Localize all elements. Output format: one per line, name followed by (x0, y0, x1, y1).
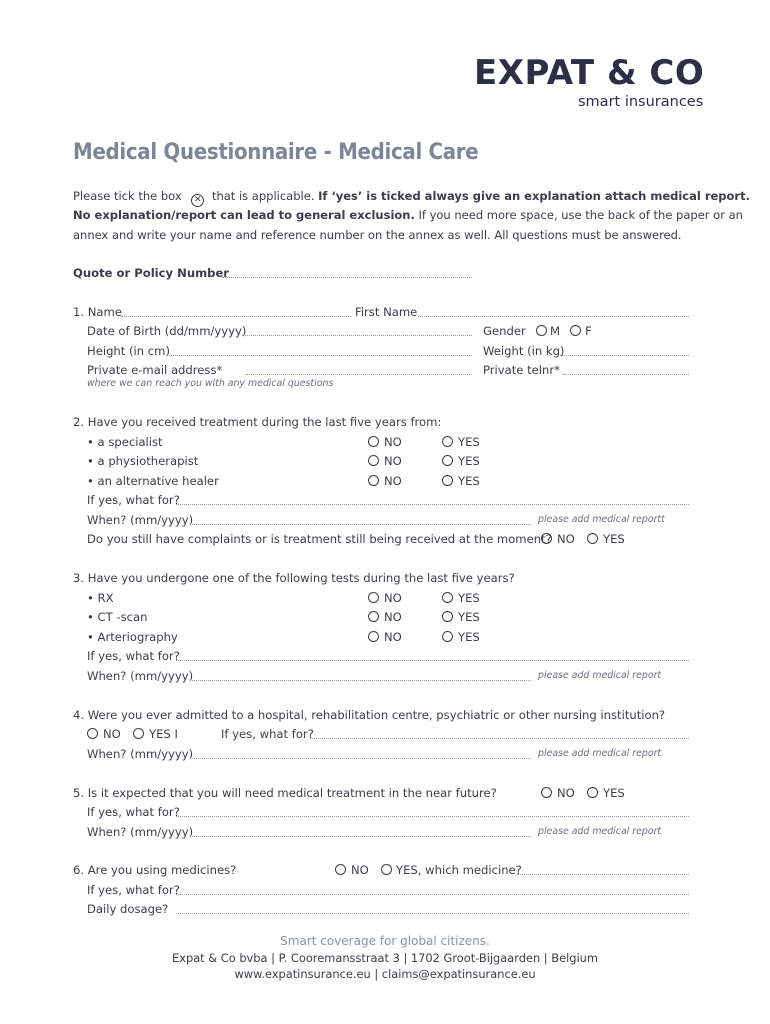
weight-label: Weight (in kg) (483, 344, 565, 358)
q2-healer-no-radio[interactable] (368, 475, 379, 486)
q4-question: 4. Were you ever admitted to a hospital, rehabilitation centre, psychiatric or other nursing institution? (73, 708, 666, 722)
q6-no-radio[interactable] (335, 864, 346, 875)
q5-question: 5. Is it expected that you will need medical treatment in the near future? (73, 786, 497, 800)
no-label: NO (384, 610, 402, 624)
intro-text: If you need more space, use the back of the paper or an (418, 208, 743, 222)
intro-bold: If ‘yes’ is ticked always give an explanation attach medical report. (318, 189, 750, 203)
intro-text: Please tick the box (73, 189, 182, 203)
q4-when-field[interactable] (190, 758, 531, 759)
gender-f-radio[interactable] (570, 325, 581, 336)
q2-healer-yes-radio[interactable] (442, 475, 453, 486)
intro-line-3: annex and write your name and reference number on the annex as well. All questions must be answered. (73, 228, 682, 242)
q3-when-label: When? (mm/yyyy) (87, 669, 194, 683)
gender-f-label: F (585, 324, 592, 338)
q2-physio-no-radio[interactable] (368, 455, 379, 466)
q3-rx-yes-radio[interactable] (442, 592, 453, 603)
height-label: Height (in cm) (87, 344, 170, 358)
q2-specialist-yes-radio[interactable] (442, 436, 453, 447)
yes-label: YES (458, 591, 480, 605)
q4-no-radio[interactable] (87, 728, 98, 739)
no-label: NO (351, 863, 369, 877)
intro-line-2 (73, 205, 743, 225)
q3-item: • Arteriography (87, 630, 178, 644)
q2-complaints-no-radio[interactable] (541, 533, 552, 544)
gender-label: Gender (483, 324, 526, 338)
q2-item: • a specialist (87, 435, 163, 449)
q6-yes-radio[interactable] (381, 864, 392, 875)
q4-when-label: When? (mm/yyyy) (87, 747, 194, 761)
yes-label: YES (458, 454, 480, 468)
yes-label: YES (458, 630, 480, 644)
q3-question: 3. Have you undergone one of the following tests during the last five years? (73, 571, 515, 585)
yes-label: YES (603, 532, 625, 546)
q4-note: please add medical report (538, 748, 662, 759)
q2-specialist-no-radio[interactable] (368, 436, 379, 447)
q2-item: • a physiotherapist (87, 454, 199, 468)
q3-arterio-yes-radio[interactable] (442, 631, 453, 642)
email-field[interactable] (246, 374, 472, 375)
name-field[interactable] (121, 316, 351, 317)
q5-no-radio[interactable] (541, 787, 552, 798)
q2-note: please add medical reportt (538, 514, 665, 525)
q6-if-yes-label: If yes, what for? (87, 883, 180, 897)
gender-m-radio[interactable] (536, 325, 547, 336)
q5-when-field[interactable] (190, 836, 531, 837)
no-label: NO (384, 630, 402, 644)
no-label: NO (384, 454, 402, 468)
q3-ct-yes-radio[interactable] (442, 611, 453, 622)
q2-complaints-yes-radio[interactable] (587, 533, 598, 544)
q3-when-field[interactable] (190, 680, 531, 681)
q2-physio-yes-radio[interactable] (442, 455, 453, 466)
q3-ct-no-radio[interactable] (368, 611, 379, 622)
footer-contact: www.expatinsurance.eu | claims@expatinsurance.eu (234, 967, 536, 981)
q5-yes-radio[interactable] (587, 787, 598, 798)
q3-if-yes-field[interactable] (176, 660, 689, 661)
q6-question: 6. Are you using medicines? (73, 863, 237, 877)
q3-note: please add medical report (538, 670, 662, 681)
q3-if-yes-label: If yes, what for? (87, 649, 180, 663)
q3-item: • RX (87, 591, 114, 605)
q3-item: • CT -scan (87, 610, 148, 624)
yes-label: YES I (149, 727, 178, 741)
email-note: where we can reach you with any medical questions (87, 378, 334, 389)
q2-complaints-label: Do you still have complaints or is treatment still being received at the moment? (87, 532, 552, 546)
q5-when-label: When? (mm/yyyy) (87, 825, 194, 839)
yes-label: YES (458, 435, 480, 449)
q6-dosage-label: Daily dosage? (87, 902, 169, 916)
q2-item: • an alternative healer (87, 474, 219, 488)
yes-label: YES (458, 474, 480, 488)
height-field[interactable] (166, 355, 472, 356)
q6-medicine-field[interactable] (517, 874, 689, 875)
q6-dosage-field[interactable] (176, 913, 689, 914)
quote-label: Quote or Policy Number (73, 266, 230, 280)
tick-example-icon: ✕ (191, 194, 204, 207)
no-label: NO (384, 474, 402, 488)
q4-if-yes-field[interactable] (310, 738, 689, 739)
no-label: NO (384, 435, 402, 449)
logo-plane-icon (541, 58, 542, 59)
logo-tagline: smart insurances (578, 94, 704, 110)
q2-when-field[interactable] (190, 524, 531, 525)
no-label: NO (384, 591, 402, 605)
q2-if-yes-label: If yes, what for? (87, 493, 180, 507)
name-label: 1. Name (73, 305, 122, 319)
phone-label: Private telnr* (483, 363, 560, 377)
gender-m-label: M (550, 324, 561, 338)
intro-text: that is applicable. (211, 189, 315, 203)
quote-number-field[interactable] (222, 277, 472, 278)
q3-arterio-no-radio[interactable] (368, 631, 379, 642)
q4-yes-radio[interactable] (133, 728, 144, 739)
first-name-label: First Name (355, 305, 418, 319)
dob-label: Date of Birth (dd/mm/yyyy) (87, 324, 247, 338)
no-label: NO (557, 786, 575, 800)
q3-rx-no-radio[interactable] (368, 592, 379, 603)
phone-field[interactable] (563, 374, 689, 375)
footer-address: Expat & Co bvba | P. Cooremansstraat 3 | 1702 Groot-Bijgaarden | Belgium (172, 951, 598, 965)
q2-question: 2. Have you received treatment during the last five years from: (73, 415, 442, 429)
weight-field[interactable] (560, 355, 689, 356)
page-title: Medical Questionnaire - Medical Care (73, 140, 479, 165)
q2-when-label: When? (mm/yyyy) (87, 513, 194, 527)
intro-bold: No explanation/report can lead to general exclusion. (73, 208, 415, 222)
footer-tagline: Smart coverage for global citizens. (280, 934, 490, 948)
q5-note: please add medical report (538, 826, 662, 837)
q2-if-yes-field[interactable] (176, 504, 689, 505)
q6-yes-label: YES, which medicine? (396, 863, 522, 877)
q6-if-yes-field[interactable] (176, 894, 689, 895)
q4-if-yes-label: If yes, what for? (221, 727, 314, 741)
no-label: NO (557, 532, 575, 546)
first-name-field[interactable] (418, 316, 689, 317)
logo-wordmark: EXPAT & CO (474, 53, 705, 93)
intro-line-1 (73, 186, 750, 206)
yes-label: YES (603, 786, 625, 800)
yes-label: YES (458, 610, 480, 624)
no-label: NO (103, 727, 121, 741)
email-label: Private e-mail address* (87, 363, 223, 377)
dob-field[interactable] (242, 335, 472, 336)
q5-if-yes-label: If yes, what for? (87, 805, 180, 819)
q5-if-yes-field[interactable] (176, 816, 689, 817)
